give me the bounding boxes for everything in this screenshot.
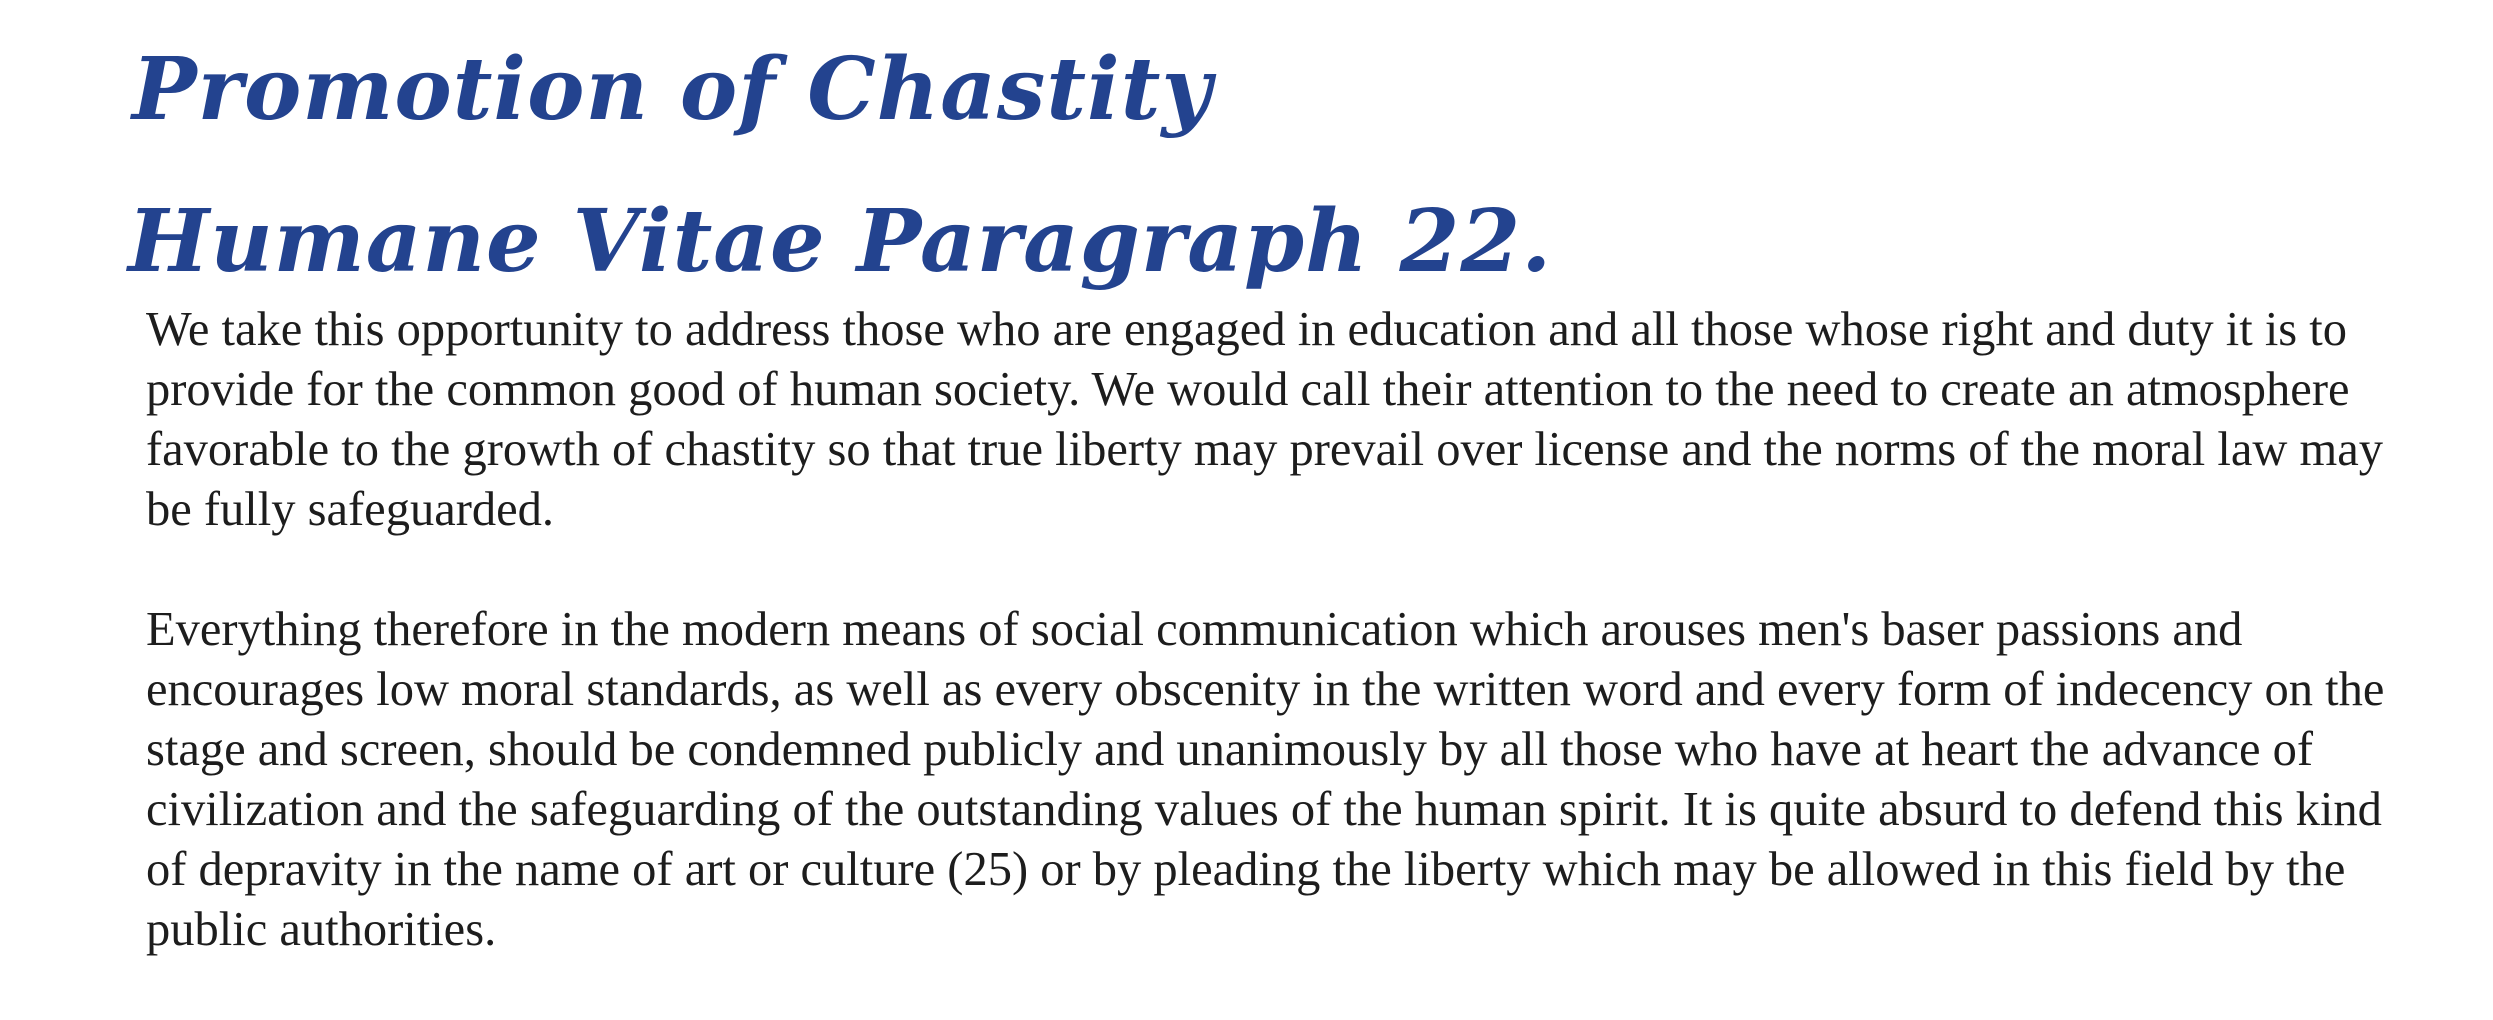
document-body: [146, 300, 2416, 1020]
paragraph-1: We take this opportunity to address those who are engaged in education and all those whose right and duty it is to provide for the common good of human society. We would call their attention to the need to create an atmosphere favorable to the growth of chastity so that true liberty may prevail over license and the norms of the moral law may be fully safeguarded.: [146, 303, 2384, 536]
document-subtitle: Humane Vitae Paragraph 22.: [128, 191, 1553, 292]
document-title: Promotion of Chastity: [132, 39, 1213, 140]
paragraph-2: Everything therefore in the modern means of social communication which arouses men's baser passions and encourages low moral standards, as well as every obscenity in the written word and every form of indecency on the stage and screen, should be condemned publicly and unanimously by all those who have at heart the advance of civilization and the safeguarding of the outstanding values of the human spirit. It is quite absurd to defend this kind of depravity in the name of art or culture (25) or by pleading the liberty which may be allowed in this field by the public authorities.: [146, 603, 2385, 956]
